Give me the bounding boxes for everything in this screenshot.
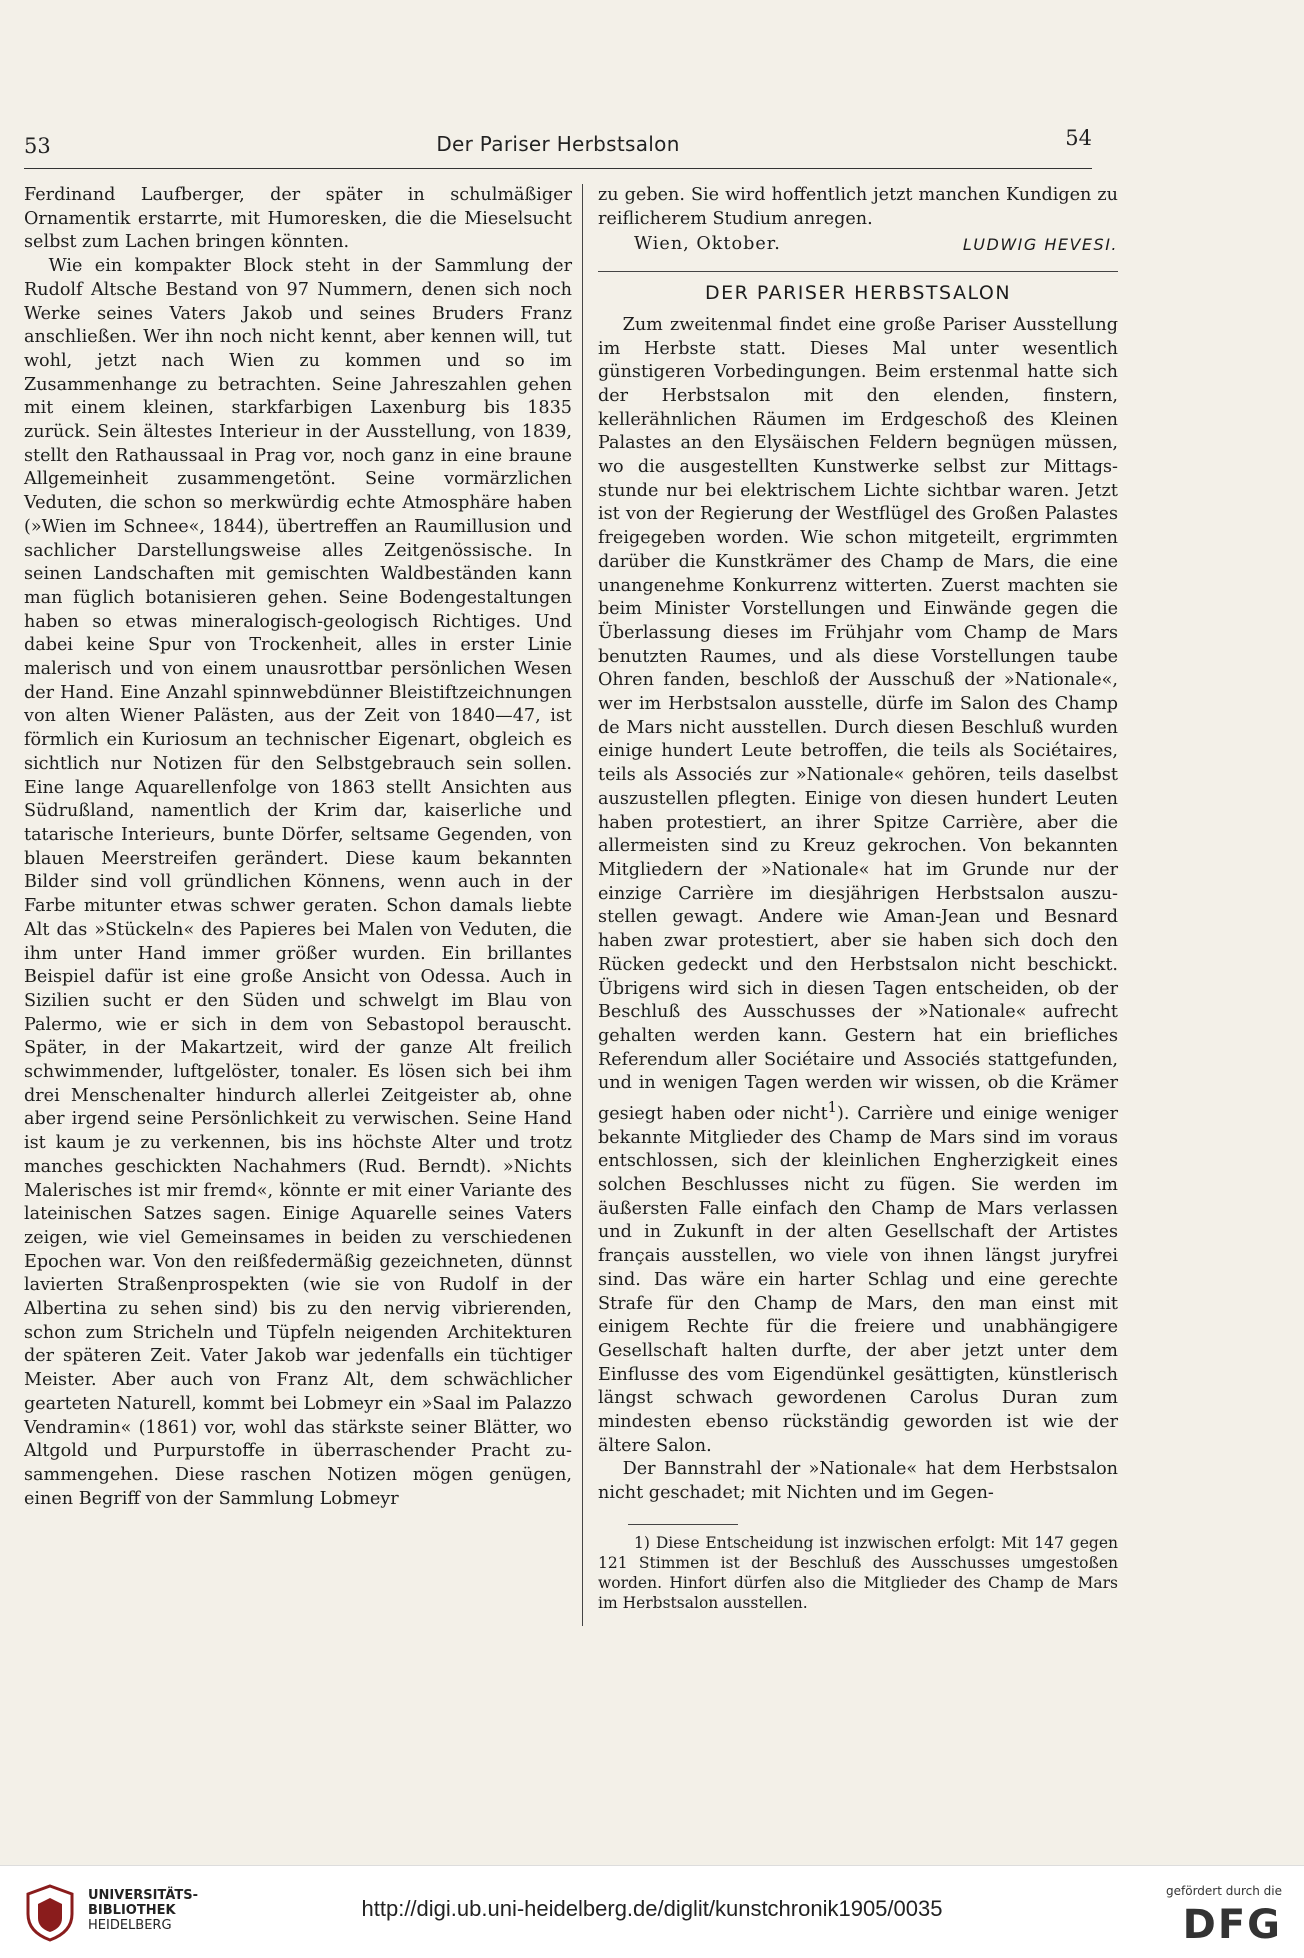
library-line: UNIVERSITÄTS-	[88, 1888, 198, 1903]
sponsor-label: gefördert durch die	[1166, 1884, 1282, 1898]
footnote-rule	[628, 1524, 738, 1525]
signoff-place: Wien, Oktober.	[634, 234, 781, 255]
library-line: HEIDELBERG	[88, 1918, 172, 1933]
viewer-footer	[0, 1865, 1304, 1958]
article-separator	[598, 271, 1118, 272]
paragraph: Ferdinand Laufberger, der später in schulmäßiger Ornamentik erstarrte, mit Humoresken, die die Mieselsucht selbst zum Lachen bringen könnten.	[24, 185, 572, 253]
paragraph: Der Bannstrahl der »Nationale« hat dem Herbstsalon nicht geschadet; mit Nichten und im Gegen-	[598, 1459, 1118, 1504]
paragraph	[598, 314, 1118, 1459]
footnote	[598, 1533, 1118, 1613]
column-divider	[582, 184, 583, 1626]
signoff-author: LUDWIG HEVESI.	[962, 235, 1118, 255]
page-number-left: 53	[24, 134, 51, 158]
permalink-url[interactable]: http://digi.ub.uni-heidelberg.de/diglit/kunstchronik1905/0035	[361, 1896, 943, 1921]
left-column	[24, 184, 572, 1511]
right-column	[598, 184, 1118, 1613]
signoff	[598, 233, 1118, 257]
running-title: Der Pariser Herbstsalon	[436, 132, 680, 156]
dfg-logo: DFG	[1182, 1902, 1282, 1948]
footnote-text: Diese Entscheidung ist inzwischen erfolgt: Mit 147 gegen 121 Stimmen ist der Beschluß des Ausschusses umgestoßen worden. Hinfort dürfen also die Mitglieder des Champ de Mars im Herbstsalon ausstellen.	[598, 1533, 1118, 1612]
library-line: BIBLIOTHEK	[88, 1903, 176, 1918]
footnote-mark: 1)	[634, 1533, 650, 1552]
footnote-reference[interactable]: 1	[827, 1099, 837, 1117]
article-title: DER PARISER HERBSTSALON	[704, 282, 1012, 305]
page-header	[24, 128, 1092, 168]
page-number-right: 54	[1065, 126, 1092, 150]
paragraph: Wie ein kompakter Block steht in der Sammlung der Rudolf Altsche Bestand von 97 Nummern, denen sich noch Werke seines Vaters Jakob und seines Bruders Franz anschließen. Wer ihn noch nicht kennt, aber kennen will, tut wohl, jetzt nach Wien zu kommen und so im Zusammenhange zu betrachten. Seine Jahreszahlen gehen mit einem kleinen, starkfarbigen Laxenburg bis 1835 zurück. Sein ältestes Interieur in der Ausstellung, von 1839, stellt den Rathaussaal in Prag vor, noch ganz in eine braune Allgemeinheit zusammengetönt. Seine vormärzlichen Veduten, die schon so merkwürdig echte Atmosphäre haben (»Wien im Schnee«, 1844), übertreffen an Raumillusion und sachlicher Darstellungsweise alles Zeitgenössische. In seinen Landschaften mit gemischten Waldbeständen kann man füglich botanisieren gehen. Seine Bodengestaltungen haben so etwas mineralogisch-geologisch Richtiges. Und dabei keine Spur von Trockenheit, alles in erster Linie malerisch und von einem unausrottbar persönlichen Wesen der Hand. Eine Anzahl spinnwebdünner Bleistiftzeichnungen von alten Wiener Palästen, aus der Zeit von 1840—47, ist förmlich ein Kuriosum an technischer Eigenart, obgleich es sichtlich nur Notizen für den Selbstgebrauch sein sollen. Eine lange Aquarellenfolge von 1863 stellt Ansichten aus Südrußland, namentlich der Krim dar, kaiserliche und tatarische Interieurs, bunte Dörfer, seltsame Gegenden, von blauen Meerstreifen gerändert. Diese kaum bekannten Bilder sind voll gründlichen Könnens, wenn auch in der Farbe mitunter etwas schwer geraten. Schon damals liebte Alt das »Stückeln« des Papieres bei Malen von Veduten, die ihm unter Hand immer größer wurden. Ein brillantes Beispiel dafür ist eine große Ansicht von Odessa. Auch in Sizilien sucht er den Süden und schwelgt im Blau von Palermo, wie er sich in dem von Sebastopol berauscht. Später, in der Makartzeit, wird der ganze Alt freilich schwimmender, luftgelöster, tonaler. Es lösen sich bei ihm drei Menschenalter hindurch allerlei Zeitgeister ab, ohne aber irgend seine Persönlichkeit zu verwischen. Seine Hand ist kaum je zu verkennen, bis ins höchste Alter und trotz manches geschickten Nachahmers (Rud. Berndt). »Nichts Malerisches ist mir fremd«, könnte er mit einer Variante des lateinischen Satzes sagen. Einige Aquarelle seines Vaters zeigen, wie viel Gemeinsames in beiden zu verschiedenen Epochen war. Von den reißfedermäßig gezeichneten, dünnst lavierten Straßenprospekten (wie sie von Rudolf in der Albertina zu sehen sind) bis zu den nervig vibrierenden, schon zum Stricheln und Tüpfeln neigenden Architekturen der späteren Zeit. Vater Jakob war jedenfalls ein tüchtiger Meister. Aber auch von Franz Alt, dem schwächlicher gearteten Naturell, kommt bei Lobmeyr ein »Saal im Palazzo Vendramin« (1861) vor, wohl das stärkste seiner Blätter, wo Altgold und Purpurstoffe in überraschender Pracht zusammengehen. Diese raschen Notizen mögen genügen, einen Begriff von der Sammlung Lobmeyr	[24, 256, 572, 1509]
header-rule	[24, 168, 1092, 169]
paragraph-text: Zum zweitenmal findet eine große Pariser Ausstellung im Herbste statt. Dieses Mal unter wesentlich günstigeren Vorbedingungen. Beim erstenmal hatte sich der Herbstsalon mit den elenden, finstern, kellerähnlichen Räumen im Erdgeschoß des Kleinen Palastes an den Elysäischen Feldern begnügen müssen, wo die ausgestellten Kunstwerke selbst zur Mittagsstunde nur bei elektrischem Lichte sichtbar waren. Jetzt ist von der Regierung der Westflügel des Großen Palastes freigegeben worden. Wie schon mitgeteilt, ergrimmten darüber die Kunstkrämer des Champ de Mars, die eine unangenehme Konkurrenz witterten. Zuerst machten sie beim Minister Vorstellungen und Einwände gegen die Überlassung dieses im Frühjahr vom Champ de Mars benutzten Raumes, und als diese Vorstellungen taube Ohren fanden, beschloß der Ausschuß der »Nationale«, wer im Herbstsalon ausstelle, dürfe im Salon des Champ de Mars nicht ausstellen. Durch diesen Beschluß wurden einige hundert Leute betroffen, die teils als Sociétaires, teils als Associés zur »Nationale« gehören, teils daselbst auszustellen pflegten. Einige von diesen hundert Leuten haben protestiert, an ihrer Spitze Carrière, aber die allermeisten sind zu Kreuz gekrochen. Von bekannten Mitgliedern der »Nationale« hat im Grunde nur der einzige Carrière im diesjährigen Herbstsalon auszustellen gewagt. Andere wie Aman-Jean und Besnard haben zwar protestiert, aber sie haben sich doch den Rücken gedeckt und den Herbstsalon nicht beschickt. Übrigens wird sich in diesen Tagen entscheiden, ob der Beschluß des Ausschusses der »Nationale« aufrecht gehalten werden kann. Gestern hat ein briefliches Referendum aller Sociétaire und Associés stattgefunden, und in wenigen Tagen werden wir wissen, ob die Krämer gesiegt haben oder nicht	[598, 314, 1118, 1124]
paragraph-text: ). Carrière und einige weniger bekannte Mitglieder des Champ de Mars sind im voraus entschlossen, sich der kleinlichen Engherzigkeit eines solchen Beschlusses nicht zu fügen. Sie werden im äußersten Falle einfach den Champ de Mars verlassen und in Zukunft in der alten Gesellschaft der Artistes français ausstellen, wo viele von ihnen längst juryfrei sind. Das wäre ein harter Schlag und eine gerechte Strafe für den Champ de Mars, den man einst mit einigem Rechte für die freiere und unabhängigere Gesellschaft halten durfte, der aber jetzt unter dem Einflusse des vom Eigendünkel gesättigten, künstlerisch längst schwach gewordenen Carolus Duran zum mindesten ebenso rückständig geworden ist wie der ältere Salon.	[598, 1103, 1118, 1456]
paragraph-continuation: zu geben. Sie wird hoffentlich jetzt manchen Kundigen zu reiflicherem Studium anregen.	[598, 185, 1118, 229]
